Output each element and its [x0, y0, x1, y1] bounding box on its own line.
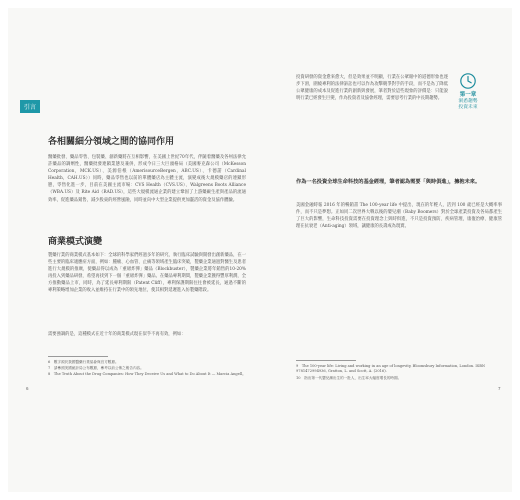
section-business-model-body: 製藥行業的商業模式基本如下：全球的科學家們經過多年的研究，執行臨床試驗與開發出創新藥品，在一些主要的臨床適應症方面，例如：腫瘤、心血管、止痛等領域產生臨床突破，製藥企業通過對醫生及患者進行大規模的推廣，使藥品得以成為「重磅炸彈」藥品（Blockbuster），製藥企業將年銷售的10-20%再投入到藥品研發，希望再找到下一個「重磅炸彈」藥品。在藥品專利期間，製藥企業獲得豐厚利潤，全方推動藥品上市，同時，為了延長專利期限（Patent Cliff），專利保護期限往往會被延長，通過不斷的專利策略增加企業的收入並維持在行業中的領先地位，使其相對延遲進入仿製藥階段。: [48, 253, 246, 294]
right-page: [274, 74, 508, 434]
footnote-divider: [48, 356, 108, 357]
section-business-model-body-2: 需要強調的是，這種模式在近十年的商業模式現在似乎不再有效，例如：: [48, 332, 186, 337]
footnote-divider-right: [296, 360, 356, 361]
chapter-marker: [440, 72, 496, 111]
clock-circle-icon: [459, 72, 477, 90]
chapter-label: 第一章: [459, 92, 477, 98]
intro-tag: 引言: [20, 100, 40, 113]
chapter-subtitle-1: 洞悉趨勢: [458, 98, 478, 104]
footnote-8: 8 The Truth About the Drug Companies: How They Deceive Us and What to Do About It — Marcia Angell。: [48, 372, 246, 376]
right-paragraph-1: 投資研發的資金愈來愈大，但是效果並不明顯，行業在公眾眼中的道德形象也逐步下滑，圍繞專利的法律訴訟也可以作為攻擊競爭對手的手段，而不是為了降低公眾健康的成本及促進行業的創新與發展，筆者對於這些現象的評價是：只能說明行業已經發生巨變，作為投資者及協會經理，需要思考行業的中長期趨勢。: [296, 75, 448, 102]
left-page: [18, 74, 260, 434]
book-spread: [8, 8, 512, 492]
section-synergy-body: 醫藥批發、藥品零售、包裝藥、創新藥將在互相影響，在美國上世紀70年代，伴隨着醫藥及各州法律允許藥品的調劑性，醫藥批發連鎖業態及兼併，形成今日三大巨頭格局（美國麥克森公司（McKesson Corporation，MCK.US）、美源伯根（AmerisourceBergen，ABC.US）、卡德諾（Cardinal Health，CAH.US））同時，藥品零售也以前的單體藥店為主體主流，演變成後大規模藥店的連鎖形態，零售化進一步，目前在美國主流市場：CVS Health（CVS.US）、Walgreens Boots Alliance（WBA.US）及 Rite Aid（RAD.US），這些大規模流通企業的建立鞏固了上游藥廠生產與產品的流通效率，促進藥品銷售，減少股東的經營風險，同時並向中大型企業提供更加靈活的資金及協作體驗。: [48, 155, 246, 203]
right-paragraph-2: 美國金融時報 2016 年的暢銷書 The 100-year life 中提出，現在的年輕人，活到 100 歲已經是大概率事件，而不只是夢想。正如同二次世界大戰以後的嬰兒潮（Baby Boomers）對於全球產業投資及各局都產生了巨大的影響，生命科技投資需要在投資理念上與時俱進，不只是投資預防、疾病管理，康復治療、健康管理在抗衰老（Anti-aging）領域，讓健康的長壽成為現實。: [296, 203, 502, 230]
footnote-6: 6 數字源於我國醫藥行業協會與官方數據。: [48, 360, 119, 364]
section-title-business-model: 商業模式演變: [48, 237, 103, 247]
emphasis-statement: 作為一名投資全球生命科技的基金經理，筆者認為需要「與時俱進」，擁抱未來。: [296, 179, 481, 185]
page-number-right: 7: [498, 386, 501, 391]
footnote-10: 10 指出第一代嬰兒潮出生的一批人，出生率大幅度增長的時期。: [296, 376, 402, 380]
chapter-subtitle-2: 投資未來: [458, 104, 478, 110]
page-number-left: 6: [26, 386, 29, 391]
footnote-7: 7 請參照美國統計局公布數據，參考以前公佈之報告內容。: [48, 366, 144, 370]
footnote-9: 9 The 100-year life: Living and working in an age of longevity, Bloomsbury Information, London. ISBN 9781472994936, Gratton, L. and Scott, A. (2016).: [296, 364, 486, 374]
section-title-synergy: 各相關細分領域之間的協同作用: [48, 137, 175, 147]
